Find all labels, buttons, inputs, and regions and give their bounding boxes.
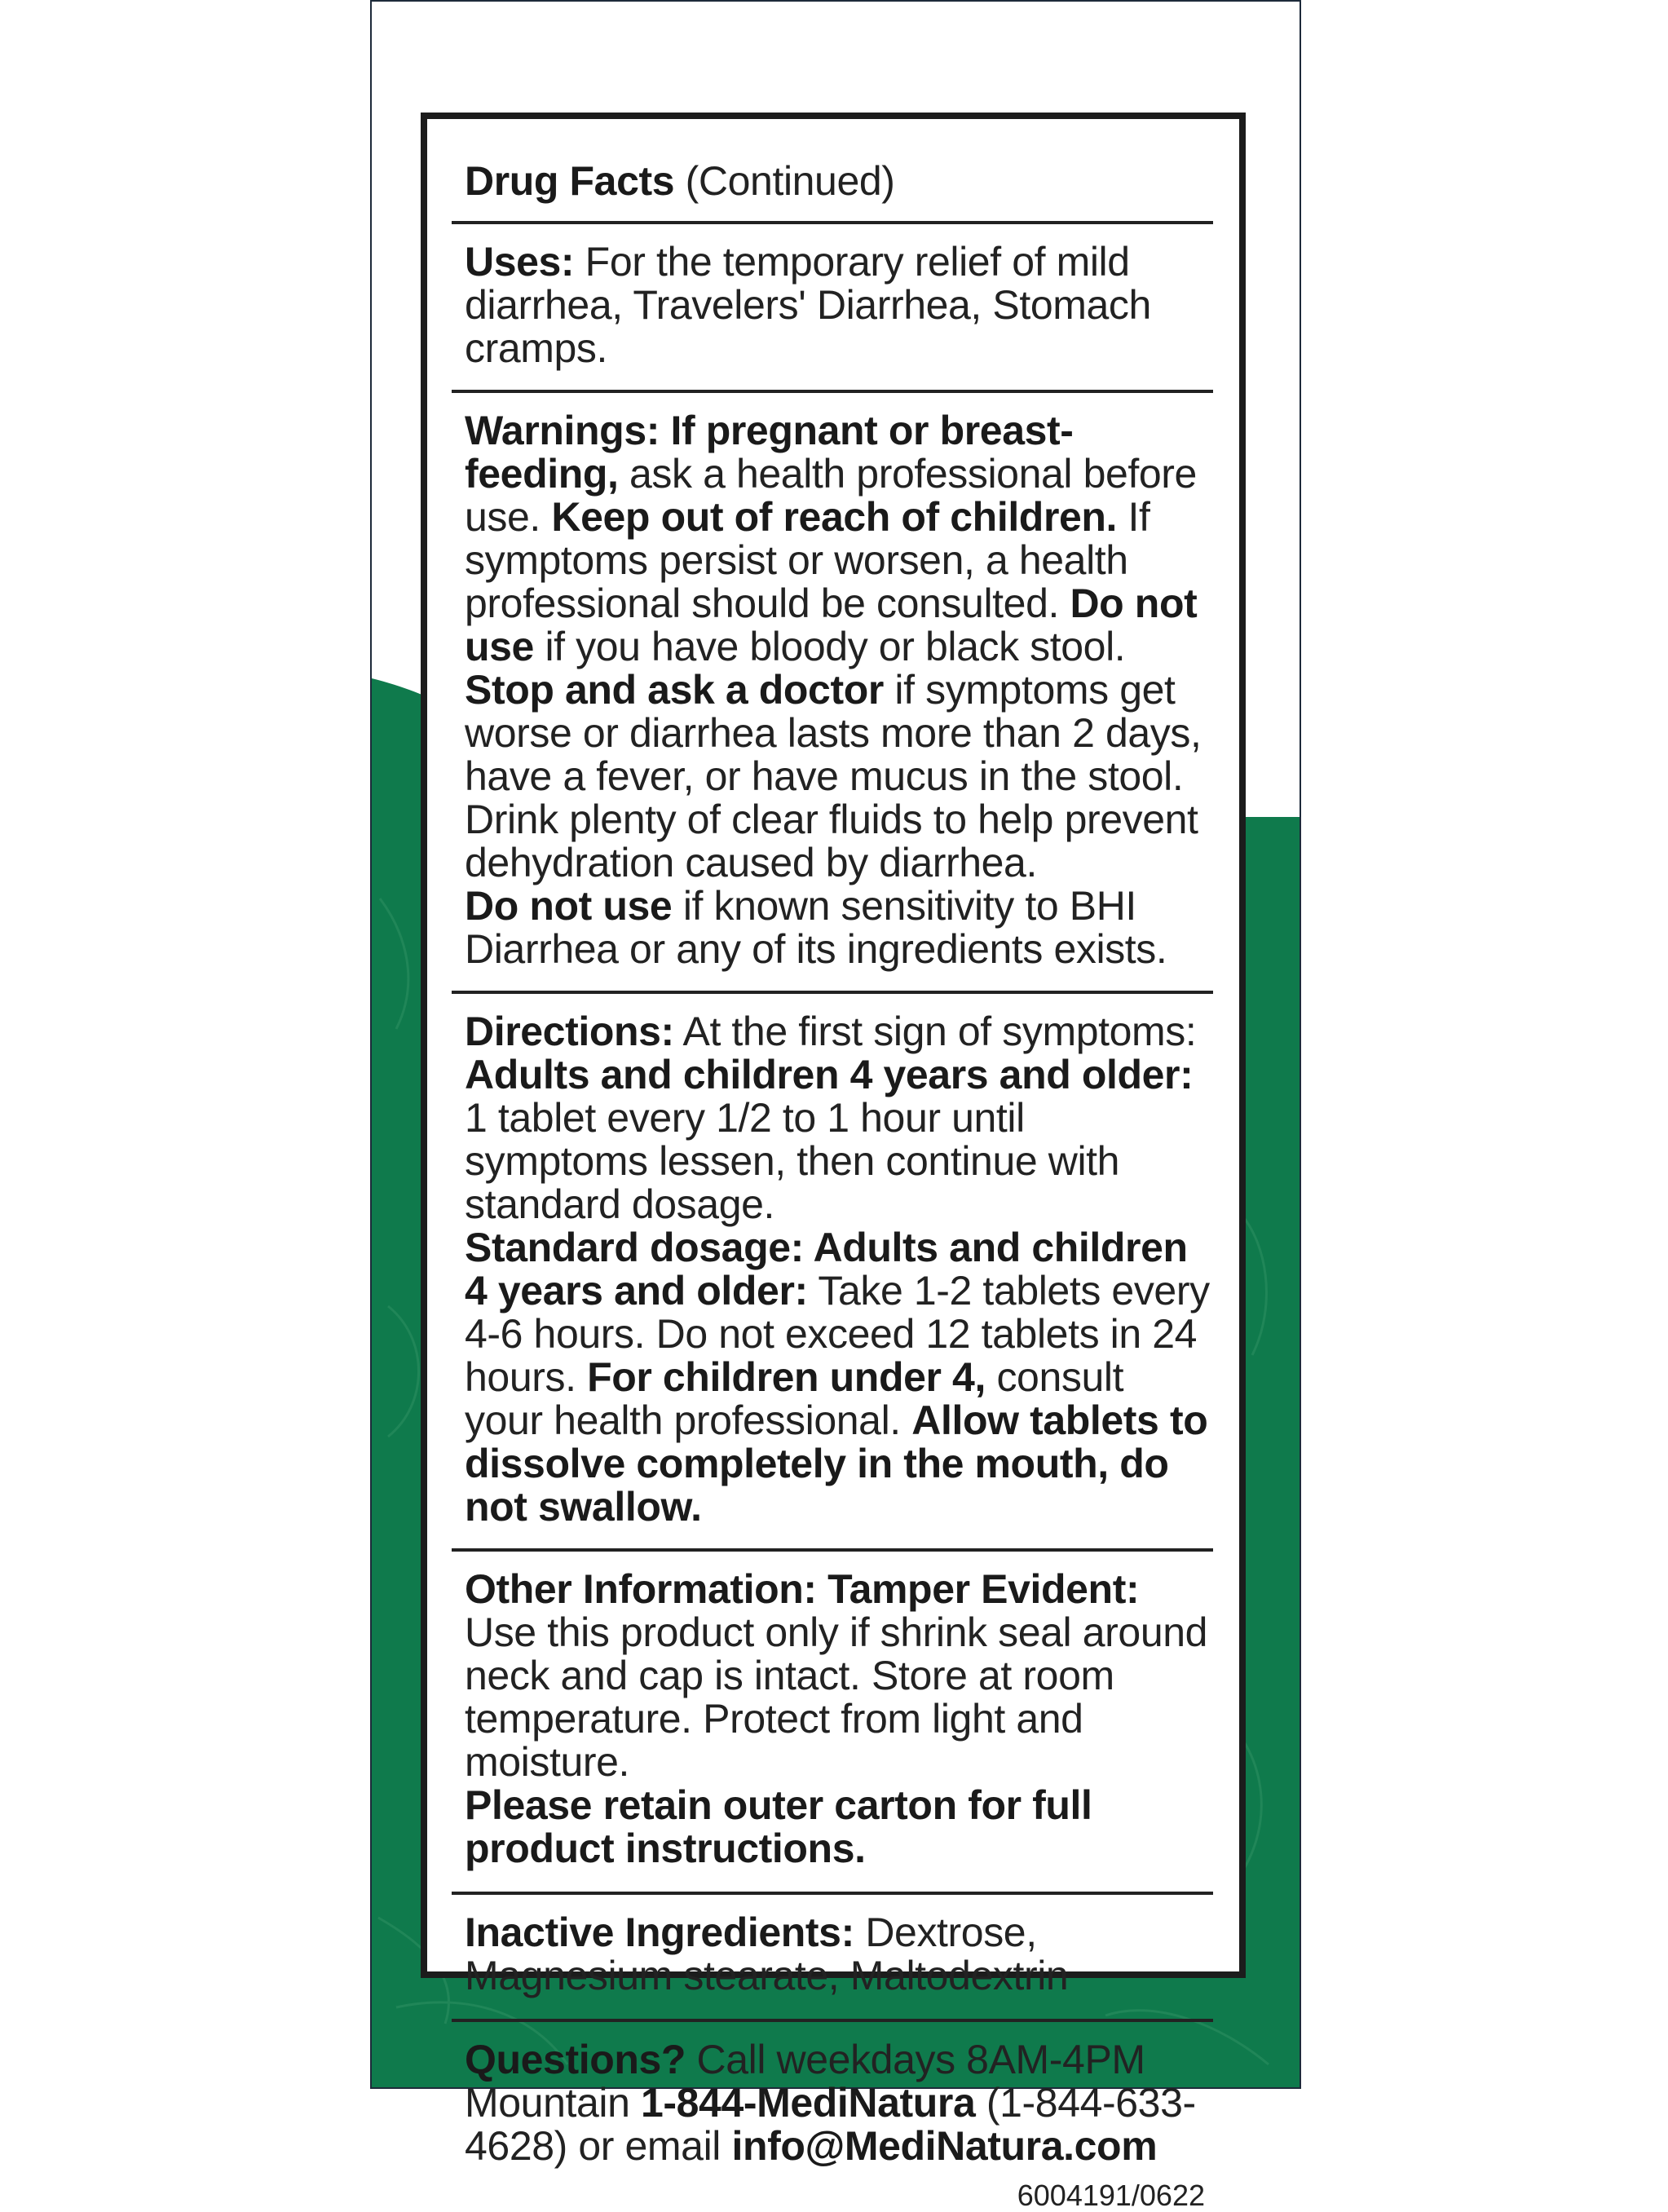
inactive-ingredients-section [465, 1895, 1210, 2019]
warnings-section [465, 393, 1210, 991]
warnings-sensitivity-text: if known sensitivity to BHI Diarrhea or any of its ingredients exists. [465, 883, 1167, 972]
warnings-do-not-use-1: Do not use [465, 581, 1198, 669]
other-information-retain: Please retain outer carton for full product instructions. [465, 1782, 1092, 1871]
drug-facts-box [421, 113, 1246, 2212]
directions-tablet-text: 1 tablet every 1/2 to 1 hour until symptoms lessen, then continue with standard dosage. [465, 1095, 1120, 1227]
questions-email: info@MediNatura.com [731, 2123, 1158, 2169]
warnings-persist-text: If symptoms persist or worsen, a health professional should be consulted. [465, 494, 1150, 626]
inactive-ingredients-label: Inactive Ingredients: [465, 1910, 854, 1955]
drug-facts-continued: (Continued) [685, 158, 895, 204]
warnings-label: Warnings: [465, 408, 660, 453]
directions-adults: Adults and children 4 years and older: [465, 1052, 1194, 1097]
questions-number-text: (1-844-633-4628) or email [465, 2080, 1196, 2169]
questions-phone: 1-844-MediNatura [640, 2080, 976, 2126]
uses-section [465, 224, 1210, 390]
other-information-label: Other Information: Tamper Evident: [465, 1566, 1140, 1612]
warnings-ask-text: ask a health professional before use. [465, 451, 1197, 540]
other-information-section [465, 1552, 1210, 1892]
questions-label: Questions? [465, 2037, 686, 2082]
directions-first-sign: At the first sign of symptoms: [673, 1009, 1197, 1054]
directions-dissolve: Allow tablets to dissolve completely in the mouth, do not swallow. [465, 1397, 1208, 1530]
inactive-ingredients-text: Dextrose, Magnesium stearate, Maltodextrin [465, 1910, 1069, 1998]
carton-side-panel [370, 0, 1301, 2212]
directions-take-text: Take 1-2 tablets every 4-6 hours. Do not exceed 12 tablets in 24 hours. [465, 1268, 1210, 1400]
warnings-stop-ask: Stop and ask a doctor [465, 667, 884, 713]
uses-text: For the temporary relief of mild diarrhea, Travelers' Diarrhea, Stomach cramps. [465, 239, 1151, 371]
directions-children-under-4: For children under 4, [587, 1354, 986, 1400]
warnings-pregnant: If pregnant or breast-feeding, [465, 408, 1074, 497]
drug-facts-header [465, 160, 1210, 221]
warnings-keep-out: Keep out of reach of children. [551, 494, 1118, 540]
drug-facts-title: Drug Facts [465, 158, 675, 204]
directions-section [465, 994, 1210, 1548]
uses-label: Uses: [465, 239, 575, 285]
directions-consult-text: consult your health professional. [465, 1354, 1124, 1443]
lot-code: 6004191/0622 [1017, 2179, 1205, 2212]
other-information-text: Use this product only if shrink seal around neck and cap is intact. Store at room temperature. Protect from light and moisture. [465, 1609, 1208, 1785]
warnings-bloody-text: if you have bloody or black stool. [533, 624, 1126, 669]
warnings-do-not-use-2: Do not use [465, 883, 673, 929]
questions-call-text: Call weekdays 8AM-4PM Mountain [465, 2037, 1145, 2126]
directions-standard-dosage: Standard dosage: Adults and children 4 years and older: [465, 1225, 1188, 1314]
questions-section [465, 2022, 1210, 2168]
directions-label: Directions: [465, 1009, 674, 1054]
warnings-symptoms-text: if symptoms get worse or diarrhea lasts more than 2 days, have a fever, or have mucus in the stool. Drink plenty of clear fluids to help prevent dehydration caused by diarrhea. [465, 667, 1202, 885]
